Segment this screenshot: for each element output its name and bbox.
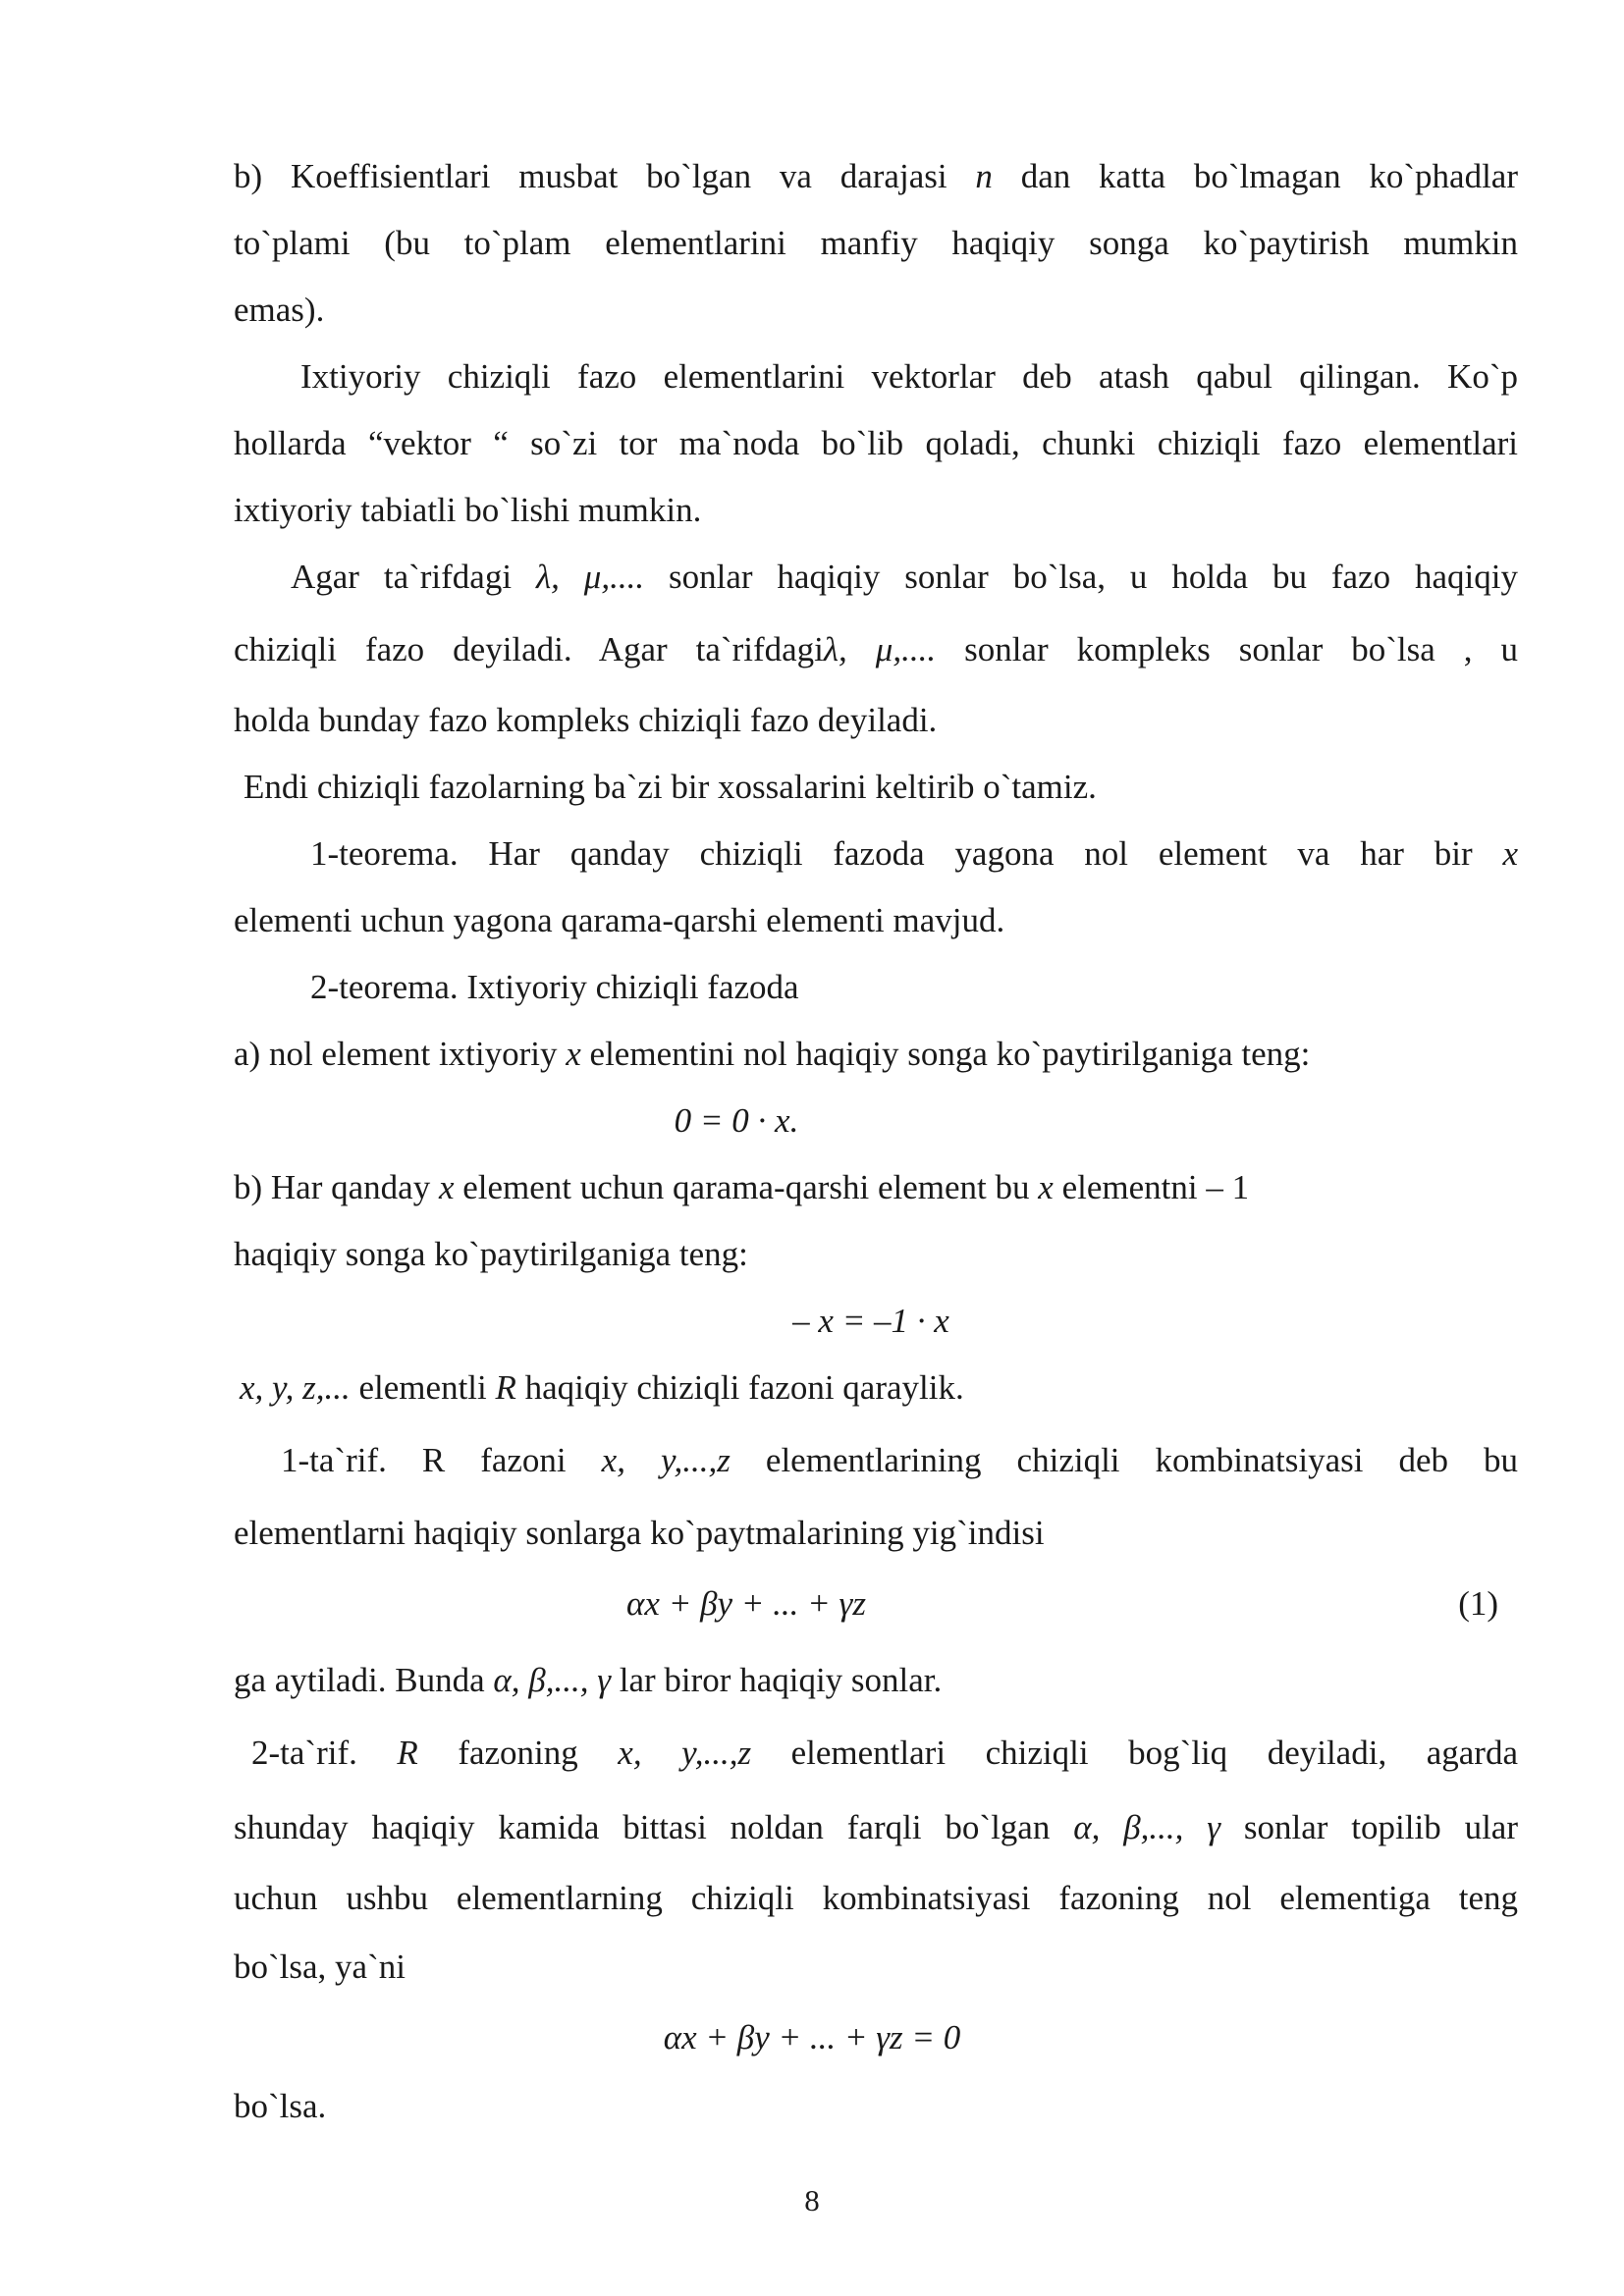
text-line: ga aytiladi. Bunda α, β,..., γ lar biror haqiqiy sonlar.	[234, 1661, 943, 1699]
math-lambda-mu: λ, μ,....	[823, 630, 937, 668]
text-line: a) nol element ixtiyoriy x elementini nol haqiqiy songa ko`paytirilganiga teng:	[234, 1035, 1311, 1073]
math-alpha-beta-gamma: α, β,..., γ	[1073, 1808, 1221, 1846]
text-line: Agar ta`rifdagi λ, μ,.... sonlar haqiqiy sonlar bo`lsa, u holda bu fazo haqiqiy	[291, 558, 1518, 596]
text-line: Ixtiyoriy chiziqli fazo elementlarini vektorlar deb atash qabul qilingan. Ko`p	[300, 357, 1518, 396]
math-xyz: x, y, z,...	[240, 1368, 351, 1407]
text-line: ixtiyoriy tabiatli bo`lishi mumkin.	[234, 491, 702, 529]
text-line: 1-teorema. Har qanday chiziqli fazoda yagona nol element va har bir x	[310, 834, 1518, 873]
text-line: b) Koeffisientlari musbat bo`lgan va darajasi n dan katta bo`lmagan ko`phadlar	[234, 157, 1518, 195]
text-line: shunday haqiqiy kamida bittasi noldan farqli bo`lgan α, β,..., γ sonlar topilib ular	[234, 1808, 1518, 1846]
math-x: x	[566, 1035, 581, 1073]
text-line: bo`lsa.	[234, 2087, 327, 2125]
text-line: elementi uchun yagona qarama-qarshi elementi mavjud.	[234, 901, 1005, 939]
text-line: emas).	[234, 291, 325, 329]
math-minus-one: – 1	[1206, 1168, 1250, 1206]
math-R: R	[495, 1368, 516, 1407]
text-line: 2-teorema. Ixtiyoriy chiziqli fazoda	[310, 968, 799, 1006]
page-number: 8	[804, 2183, 820, 2217]
equation-1: 0 = 0 · x.	[674, 1101, 799, 1140]
equation-2: – x = –1 · x	[792, 1302, 949, 1340]
text-line: b) Har qanday x element uchun qarama-qarshi element bu x elementni – 1	[234, 1168, 1250, 1206]
math-n: n	[975, 157, 993, 195]
math-lambda-mu: λ, μ,....	[535, 558, 645, 596]
text-line: 1-ta`rif. R fazoni x, y,...,z elementlarining chiziqli kombinatsiyasi deb bu	[281, 1441, 1518, 1479]
text-line: 2-ta`rif. R fazoning x, y,...,z elementlari chiziqli bog`liq deyiladi, agarda	[251, 1734, 1518, 1772]
text-line: bo`lsa, ya`ni	[234, 1948, 406, 1986]
text-line: chiziqli fazo deyiladi. Agar ta`rifdagiλ, μ,.... sonlar kompleks sonlar bo`lsa , u	[234, 630, 1518, 668]
equation-4: αx + βy + ... + γz = 0	[663, 2018, 961, 2056]
text-line: to`plami (bu to`plam elementlarini manfiy haqiqiy songa ko`paytirish mumkin	[234, 224, 1518, 262]
text-line: hollarda “vektor “ so`zi tor ma`noda bo`lib qoladi, chunki chiziqli fazo elementlari	[234, 424, 1518, 462]
math-alpha-beta-gamma: α, β,..., γ	[493, 1661, 611, 1699]
equation-3: αx + βy + ... + γz	[626, 1584, 866, 1623]
math-x: x	[1038, 1168, 1054, 1206]
text-line: haqiqiy songa ko`paytirilganiga teng:	[234, 1235, 748, 1273]
math-xyz: x, y,...,z	[601, 1441, 731, 1479]
text-line: uchun ushbu elementlarning chiziqli kombinatsiyasi fazoning nol elementiga teng	[234, 1879, 1518, 1917]
math-R: R	[397, 1734, 418, 1772]
math-x: x	[438, 1168, 455, 1206]
text-line: Endi chiziqli fazolarning ba`zi bir xossalarini keltirib o`tamiz.	[244, 768, 1097, 806]
text-line: holda bunday fazo kompleks chiziqli fazo deyiladi.	[234, 701, 938, 739]
math-x: x	[1502, 834, 1518, 873]
text-line: elementlarni haqiqiy sonlarga ko`paytmalarining yig`indisi	[234, 1514, 1045, 1552]
equation-number: (1)	[1458, 1584, 1498, 1623]
math-xyz: x, y,...,z	[618, 1734, 752, 1772]
text-line: x, y, z,... elementli R haqiqiy chiziqli fazoni qaraylik.	[240, 1368, 964, 1407]
